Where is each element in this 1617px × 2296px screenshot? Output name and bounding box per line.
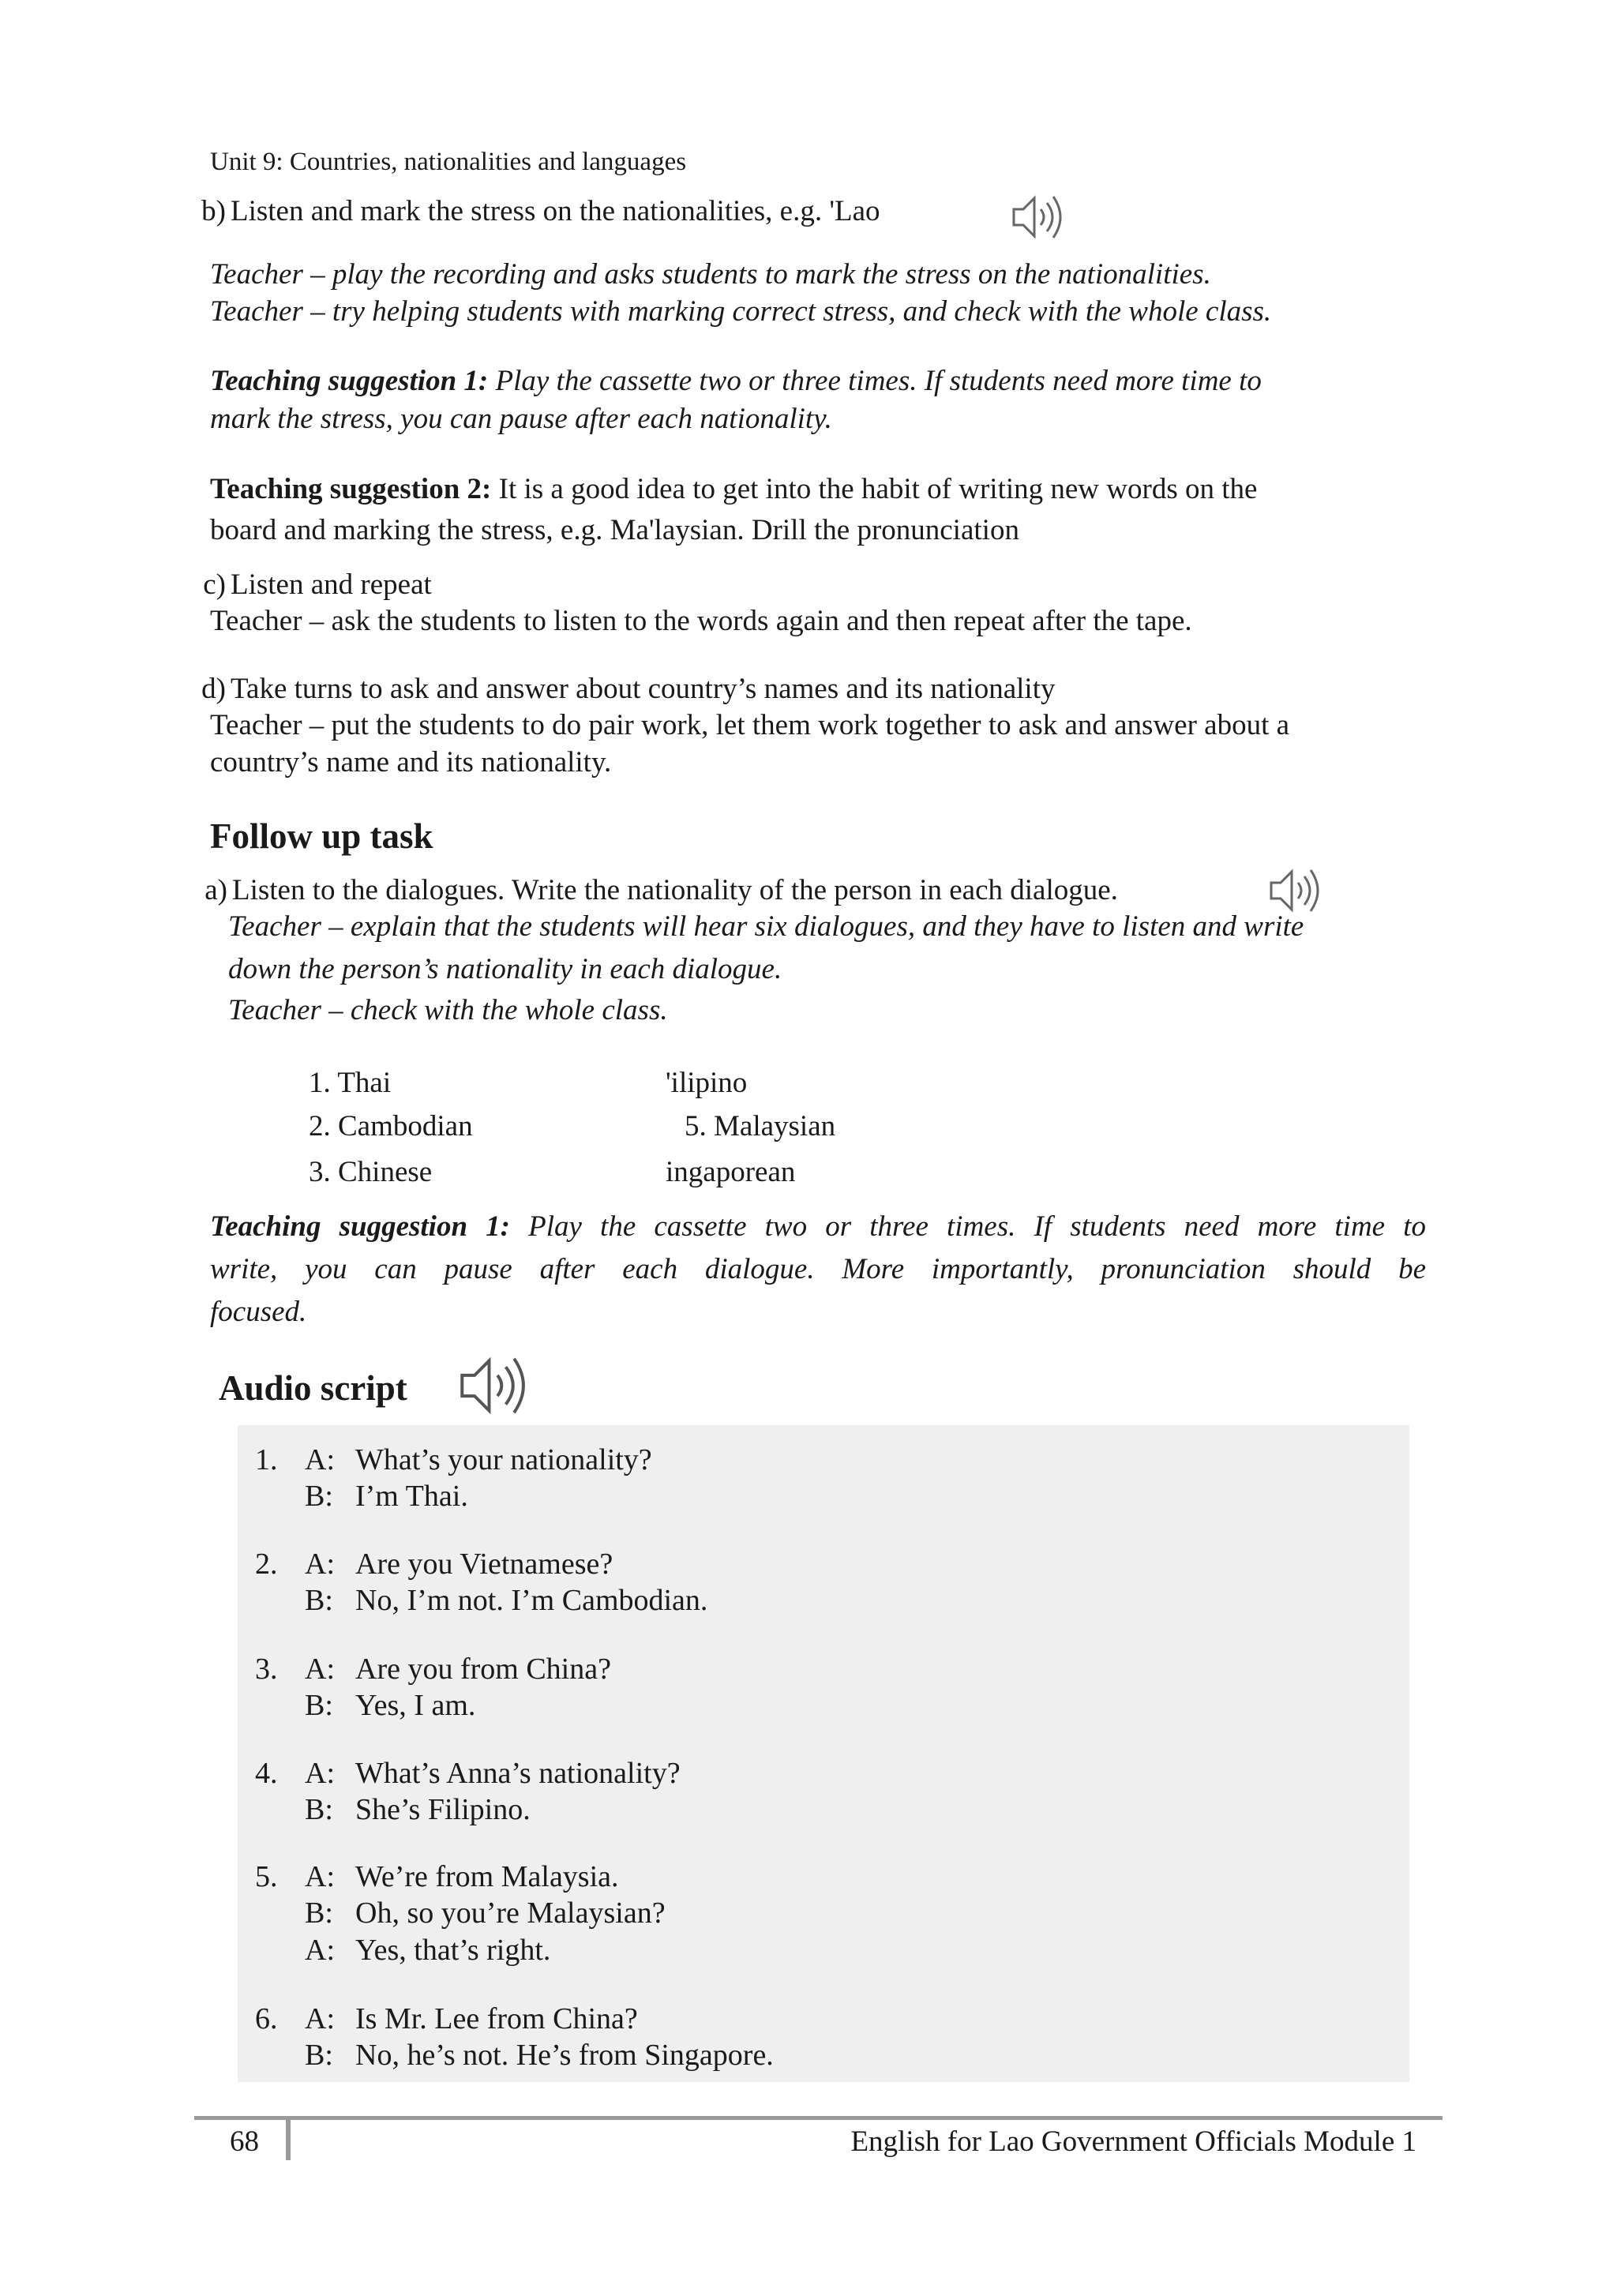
speaker-label: A: — [305, 1653, 335, 1686]
answer-item: 'ilipino — [666, 1067, 748, 1099]
dialogue-number: 2. — [255, 1548, 278, 1581]
teacher-note: Teacher – check with the whole class. — [228, 994, 668, 1026]
book-title: English for Lao Government Officials Module 1 — [850, 2125, 1416, 2158]
answer-item: 1. Thai — [309, 1067, 392, 1099]
speaker-label: B: — [305, 1480, 333, 1513]
suggestion-text: write, you can pause after each dialogue. More importantly, pronunciation should be — [210, 1253, 1426, 1285]
item-label: d) — [201, 673, 226, 705]
item-label: c) — [203, 568, 226, 601]
item-label: a) — [204, 874, 227, 906]
instruction-a — [196, 872, 1118, 909]
speaker-sound-icon[interactable] — [1011, 192, 1071, 242]
teaching-suggestion — [210, 471, 1257, 508]
footer-divider — [286, 2116, 291, 2160]
speaker-label: B: — [305, 1896, 333, 1930]
dialogue-line: No, he’s not. He’s from Singapore. — [355, 2039, 774, 2072]
dialogue-number: 6. — [255, 2002, 278, 2035]
section-heading: Follow up task — [210, 816, 433, 856]
dialogue-line: What’s your nationality? — [355, 1443, 652, 1476]
instruction-text: Take turns to ask and answer about country’s names and its nationality — [231, 673, 1056, 705]
speaker-label: A: — [305, 2002, 335, 2035]
teacher-note: Teacher – explain that the students will hear six dialogues, and they have to listen and write — [228, 910, 1304, 943]
teaching-suggestion — [210, 363, 1262, 400]
speaker-label: B: — [305, 1793, 333, 1826]
instruction-text: Listen to the dialogues. Write the nationality of the person in each dialogue. — [232, 874, 1118, 906]
dialogue-number: 3. — [255, 1653, 278, 1686]
speaker-label: A: — [305, 1443, 335, 1476]
instruction-b — [194, 193, 880, 230]
suggestion-text: Play the cassette two or three times. If students need more time to — [528, 1210, 1426, 1243]
dialogue-line: What’s Anna’s nationality? — [355, 1757, 681, 1790]
dialogue-line: No, I’m not. I’m Cambodian. — [355, 1584, 708, 1617]
dialogue-line: Are you from China? — [355, 1653, 611, 1686]
answer-item: 5. Malaysian — [685, 1110, 836, 1142]
speaker-sound-icon[interactable] — [458, 1352, 537, 1420]
suggestion-label: Teaching suggestion 1: — [210, 1210, 510, 1243]
dialogue-line: Yes, that’s right. — [355, 1934, 551, 1967]
instruction-text: Listen and repeat — [231, 568, 432, 601]
item-label: b) — [201, 195, 226, 227]
answer-item: 2. Cambodian — [309, 1110, 473, 1142]
dialogue-number: 1. — [255, 1443, 278, 1476]
dialogue-number: 5. — [255, 1860, 278, 1893]
teacher-note: Teacher – play the recording and asks students to mark the stress on the nationalities. — [210, 258, 1211, 291]
answer-item: ingaporean — [666, 1156, 796, 1188]
dialogue-number: 4. — [255, 1757, 278, 1790]
suggestion-text: It is a good idea to get into the habit of writing new words on the — [498, 473, 1258, 505]
speaker-label: B: — [305, 1689, 333, 1722]
instruction-text: Listen and mark the stress on the nationalities, e.g. 'Lao — [231, 195, 880, 227]
teacher-note: Teacher – try helping students with marking correct stress, and check with the whole class. — [210, 295, 1272, 328]
teaching-suggestion — [210, 1206, 1426, 1334]
suggestion-text: mark the stress, you can pause after each nationality. — [210, 403, 832, 435]
speaker-label: A: — [305, 1860, 335, 1893]
unit-title: Unit 9: Countries, nationalities and languages — [210, 148, 687, 176]
speaker-label: A: — [305, 1934, 335, 1967]
audio-script-heading: Audio script — [219, 1368, 407, 1408]
teacher-note: Teacher – put the students to do pair work, let them work together to ask and answer about a — [210, 709, 1290, 741]
speaker-label: B: — [305, 1584, 333, 1617]
instruction-c — [194, 567, 432, 603]
dialogue-line: Oh, so you’re Malaysian? — [355, 1896, 666, 1930]
teacher-note: Teacher – ask the students to listen to the words again and then repeat after the tape. — [210, 605, 1192, 637]
speaker-label: A: — [305, 1548, 335, 1581]
dialogue-line: She’s Filipino. — [355, 1793, 531, 1826]
answer-item: 3. Chinese — [309, 1156, 433, 1188]
suggestion-text: board and marking the stress, e.g. Ma'laysian. Drill the pronunciation — [210, 514, 1019, 546]
teacher-note: down the person’s nationality in each dialogue. — [228, 953, 782, 985]
audio-script-box — [238, 1425, 1409, 2082]
dialogue-line: I’m Thai. — [355, 1480, 468, 1513]
instruction-d — [194, 671, 1055, 707]
teacher-note: country’s name and its nationality. — [210, 746, 612, 778]
suggestion-label: Teaching suggestion 1: — [210, 365, 489, 397]
speaker-label: B: — [305, 2039, 333, 2072]
suggestion-text: Play the cassette two or three times. If students need more time to — [495, 365, 1262, 397]
dialogue-line: Yes, I am. — [355, 1689, 476, 1722]
dialogue-line: We’re from Malaysia. — [355, 1860, 619, 1893]
dialogue-line: Is Mr. Lee from China? — [355, 2002, 638, 2035]
dialogue-line: Are you Vietnamese? — [355, 1548, 613, 1581]
suggestion-label: Teaching suggestion 2: — [210, 473, 492, 505]
page-number: 68 — [230, 2125, 259, 2158]
suggestion-text: focused. — [210, 1296, 307, 1328]
footer-rule — [194, 2116, 1443, 2120]
speaker-label: A: — [305, 1757, 335, 1790]
